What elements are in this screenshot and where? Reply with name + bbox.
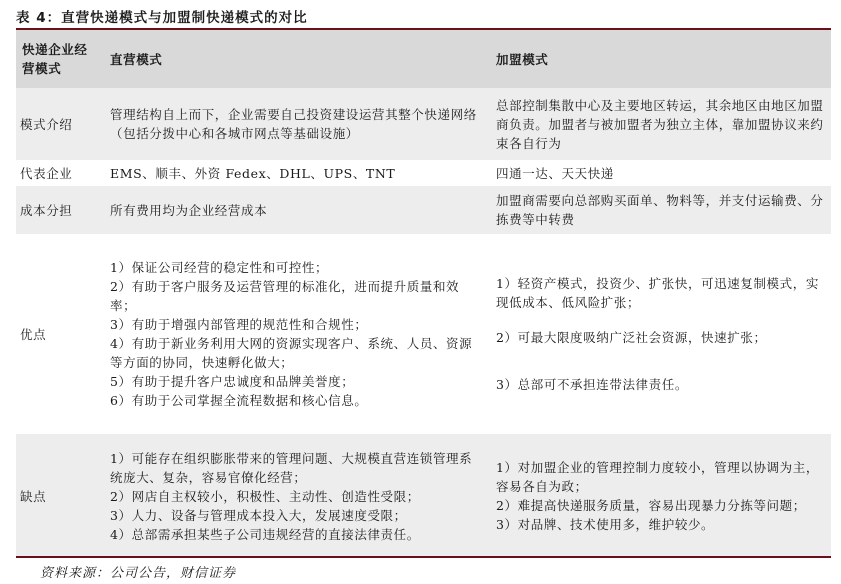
table-header-row xyxy=(16,30,831,88)
direct-cell xyxy=(104,160,490,186)
list-item: 3）人力、设备与管理成本投入大，发展速度受限； xyxy=(110,507,407,523)
list-item: 1）轻资产模式，投资少、扩张快，可迅速复制模式，实现低成本、低风险扩张； xyxy=(496,276,819,310)
franchise-cell xyxy=(490,234,831,434)
direct-cell xyxy=(104,434,490,558)
list-item: 3）有助于增强内部管理的规范性和合规性； xyxy=(110,317,368,332)
franchise-cell xyxy=(490,434,831,558)
list-item: 1）保证公司经营的稳定性和可控性； xyxy=(110,260,329,275)
list-item: 3）总部可不承担连带法律责任。 xyxy=(496,377,688,392)
table-row xyxy=(16,88,831,160)
row-label: 优点 xyxy=(16,234,104,434)
list-item: 3）对品牌、技术使用多，维护较少。 xyxy=(496,517,715,532)
comparison-table xyxy=(16,30,831,558)
table-row xyxy=(16,160,831,186)
franchise-cell xyxy=(490,160,831,186)
list-item: 1）可能存在组织膨胀带来的管理问题、大规模直营连锁管理系统庞大、复杂，容易官僚化经营； xyxy=(110,450,473,485)
list-item: 2）可最大限度吸纳广泛社会资源，快速扩张； xyxy=(496,330,767,345)
source-note: 资料来源：公司公告，财信证券 xyxy=(40,566,237,581)
table-row xyxy=(16,434,831,558)
list-item: 2）网店自主权较小，积极性、主动性、创造性受限； xyxy=(110,488,420,504)
row-label: 缺点 xyxy=(16,434,104,558)
franchise-cell xyxy=(490,88,831,160)
franchise-cell xyxy=(490,186,831,234)
table-row xyxy=(16,234,831,434)
list-item: 5）有助于提升客户忠诚度和品牌美誉度； xyxy=(110,374,355,389)
direct-cell xyxy=(104,186,490,234)
list-item: 1）对加盟企业的管理控制力度较小，管理以协调为主，容易各自为政； xyxy=(496,460,819,494)
cell-text: 四通一达、天天快递 xyxy=(496,165,614,181)
list-item: 6）有助于公司掌握全流程数据和核心信息。 xyxy=(110,393,368,408)
list-item: 2）难提高快递服务质量，容易出现暴力分拣等问题； xyxy=(496,498,806,513)
row-label: 模式介绍 xyxy=(16,88,104,160)
bottom-rule xyxy=(16,556,831,558)
table-row xyxy=(16,186,831,234)
table-caption: 表 4：直营快递模式与加盟制快递模式的对比 xyxy=(16,10,308,26)
list-item: 2）有助于客户服务及运营管理的标准化，进而提升质量和效率； xyxy=(110,279,460,313)
cell-text: 总部控制集散中心及主要地区转运，其余地区由地区加盟商负责。加盟者与被加盟者为独立主体，靠加盟协议来约束各自行为 xyxy=(496,97,824,151)
header-franchise: 加盟模式 xyxy=(490,30,831,88)
direct-cell xyxy=(104,88,490,160)
direct-cell xyxy=(104,234,490,434)
list-item: 4）有助于新业务利用大网的资源实现客户、系统、人员、资源等方面的协同，快速孵化做大； xyxy=(110,336,473,370)
header-direct: 直营模式 xyxy=(104,30,490,88)
row-label: 成本分担 xyxy=(16,186,104,234)
cell-text: 管理结构自上而下，企业需要自己投资建设运营其整个快递网络（包括分拨中心和各城市网点等基础设施） xyxy=(110,107,477,141)
cell-text: EMS、顺丰、外资 Fedex、DHL、UPS、TNT xyxy=(110,165,396,181)
cell-text: 加盟商需要向总部购买面单、物料等，并支付运输费、分拣费等中转费 xyxy=(496,193,824,227)
cell-text: 所有费用均为企业经营成本 xyxy=(110,202,268,218)
list-item: 4）总部需承担某些子公司违规经营的直接法律责任。 xyxy=(110,526,420,542)
row-label: 代表企业 xyxy=(16,160,104,186)
header-mode-label: 快递企业经营模式 xyxy=(16,30,104,88)
